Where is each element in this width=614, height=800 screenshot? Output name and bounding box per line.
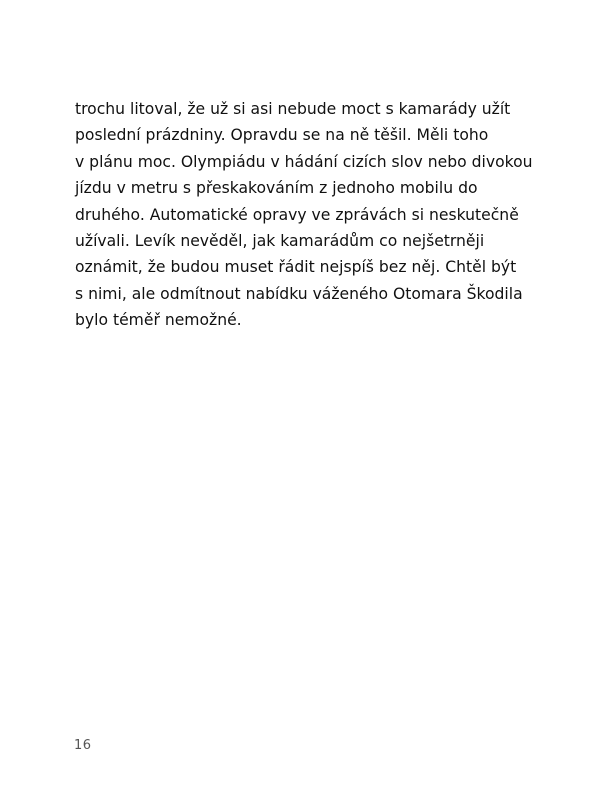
text-line: jízdu v metru s přeskakováním z jednoho mobilu do [75, 179, 478, 198]
page-number: 16 [74, 738, 92, 753]
text-line: v plánu moc. Olympiádu v hádání cizích slov nebo divokou [75, 152, 533, 171]
body-text [75, 96, 545, 334]
text-line: trochu litoval, že už si asi nebude moct s kamarády užít [75, 100, 511, 118]
text-line: poslední prázdniny. Opravdu se na ně těšil. Měli toho [75, 126, 489, 145]
text-line: s nimi, ale odmítnout nabídku váženého Otomara Škodila [75, 284, 523, 303]
text-line: bylo téměř nemožné. [75, 311, 242, 330]
text-line: druhého. Automatické opravy ve zprávách si neskutečně [75, 205, 519, 224]
text-line: oznámit, že budou muset řádit nejspíš bez něj. Chtěl být [75, 258, 517, 277]
text-line: užívali. Levík nevěděl, jak kamarádům co nejšetrněji [75, 232, 485, 251]
